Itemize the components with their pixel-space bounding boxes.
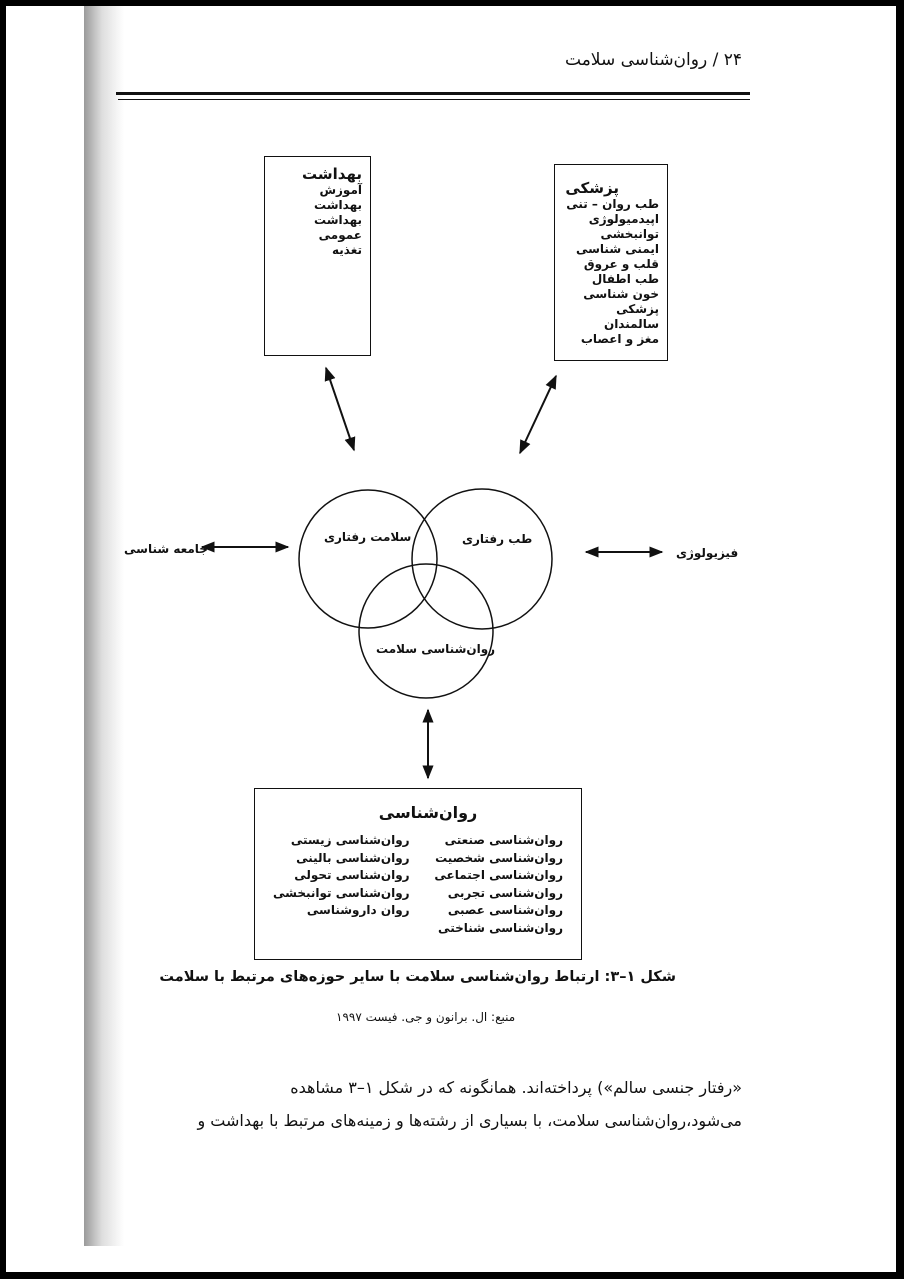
circle-label-behavioral-medicine: طب رفتاری [462, 532, 533, 546]
psychology-item: روان‌شناسی تحولی [294, 868, 410, 882]
medicine-item: خون شناسی [583, 287, 659, 301]
circle-label-behavioral-health: سلامت رفتاری [324, 530, 412, 544]
circle-behavioral-health [299, 490, 437, 628]
psychology-item: روان داروشناسی [306, 903, 410, 917]
health-box-title: بهداشت [302, 165, 362, 183]
health-item: آموزش بهداشت [314, 183, 362, 212]
figure-caption-line-1: شکل ۱–۳: ارتباط روان‌شناسی سلامت با سایر حوزه‌های مرتبط با سلامت [159, 969, 676, 985]
label-sociology: جامعه شناسی [124, 542, 208, 556]
psychology-left-column [273, 832, 410, 937]
medicine-box-title: پزشکی [565, 179, 619, 197]
medicine-item: اپیدمیولوژی [588, 212, 659, 226]
psychology-item: روان‌شناسی بالینی [296, 850, 410, 865]
psychology-item: روان‌شناسی شناختی [438, 920, 563, 935]
medicine-item: ایمنی شناسی [575, 242, 659, 256]
body-text-line: می‌شود،روان‌شناسی سلامت، با بسیاری از رشته‌ها و زمینه‌های مرتبط با بهداشت و [197, 1111, 742, 1130]
medicine-item: طب اطفال [591, 272, 659, 286]
psychology-item: روان‌شناسی شخصیت [435, 850, 563, 865]
psychology-item: روان‌شناسی عصبی [447, 903, 563, 917]
health-item: تغذیه [332, 243, 362, 257]
health-box [264, 156, 371, 356]
medicine-box [554, 164, 668, 361]
medicine-item: پزشکی سالمندان [603, 302, 659, 331]
health-item: بهداشت عمومی [314, 213, 362, 242]
medicine-item: طب روان – تنی [566, 197, 659, 211]
psychology-right-column [434, 832, 563, 937]
arrow-health [326, 368, 354, 450]
psychology-item: روان‌شناسی اجتماعی [434, 868, 563, 882]
book-page [6, 6, 896, 1272]
psychology-item: روان‌شناسی صنعتی [444, 833, 563, 847]
medicine-item: قلب و عروق [583, 257, 659, 271]
psychology-item: روان‌شناسی تجربی [447, 885, 563, 900]
medicine-item: مغز و اعصاب [580, 332, 659, 346]
circle-health-psychology [359, 564, 496, 698]
psychology-item: روان‌شناسی زیستی [290, 833, 410, 847]
circle-behavioral-medicine [412, 489, 552, 629]
psychology-item: روان‌شناسی توانبخشی [273, 885, 410, 900]
figure-source: منبع: ال. برانون و جی. فیست ۱۹۹۷ [336, 1010, 516, 1024]
running-header: ۲۴ / روان‌شناسی سلامت [565, 50, 742, 70]
medicine-item: توانبخشی [600, 227, 659, 241]
psychology-box [254, 788, 582, 960]
body-text-line: «رفتار جنسی سالم») پرداخته‌اند. همانگونه که در شکل ۱–۳ مشاهده [290, 1078, 742, 1097]
label-physiology: فیزیولوژی [676, 546, 739, 560]
arrow-medicine [520, 376, 556, 453]
circle-label-health-psychology: روان‌شناسی سلامت [376, 642, 496, 656]
psychology-box-title: روان‌شناسی [378, 803, 478, 822]
